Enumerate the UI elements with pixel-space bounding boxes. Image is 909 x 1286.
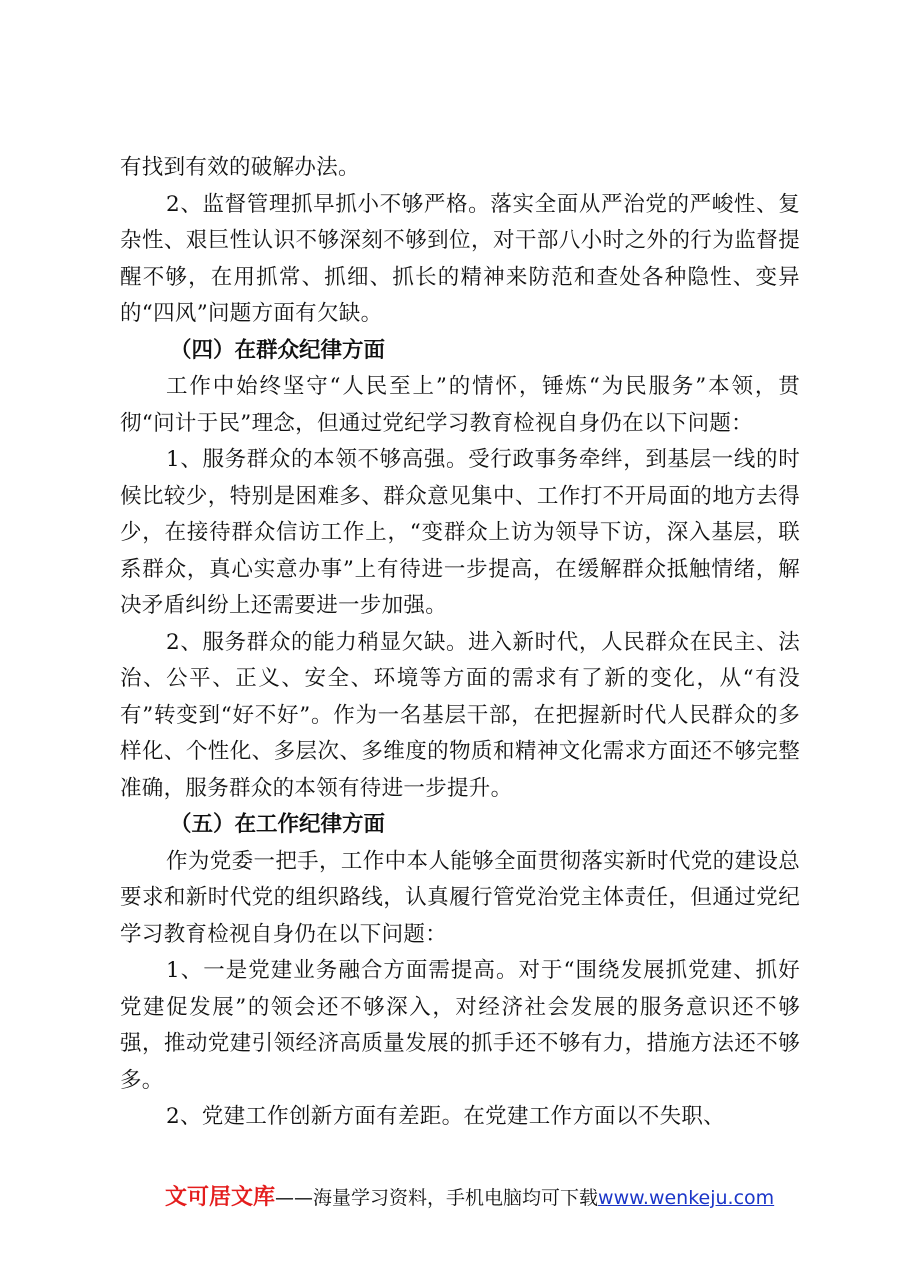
paragraph-party-integration: 1、一是党建业务融合方面需提高。对于“围绕发展抓党建、抓好党建促发展”的领会还不够深入，对经济社会发展的服务意识还不够强，推动党建引领经济高质量发展的抓手还不够有力，措施方法还不够多。: [120, 958, 800, 1093]
footer-slogan: ——海量学习资料，手机电脑均可下载: [275, 1187, 599, 1209]
document-body: [120, 150, 800, 1136]
paragraph-mass-intro: 工作中始终坚守“人民至上”的情怀，锤炼“为民服务”本领，贯彻“问计于民”理念，但通过党纪学习教育检视自身仍在以下问题：: [120, 374, 800, 436]
paragraph-work-intro: 作为党委一把手，工作中本人能够全面贯彻落实新时代党的建设总要求和新时代党的组织路线，认真履行管党治党主体责任，但通过党纪学习教育检视自身仍在以下问题：: [120, 848, 800, 947]
section-heading-work-discipline: （五）在工作纪律方面: [170, 812, 386, 837]
footer-url-link[interactable]: www.wenkeju.com: [598, 1187, 775, 1209]
paragraph-party-innovation: 2、党建工作创新方面有差距。在党建工作方面以不失职、: [166, 1104, 725, 1129]
paragraph-supervision: 2、监督管理抓早抓小不够严格。落实全面从严治党的严峻性、复杂性、艰巨性认识不够深刻不够到位，对干部八小时之外的行为监督提醒不够，在用抓常、抓细、抓长的精神来防范和查处各种隐性、变异的“四风”问题方面有欠缺。: [120, 191, 800, 326]
section-heading-mass-discipline: （四）在群众纪律方面: [170, 337, 386, 363]
paragraph-service-capacity: 2、服务群众的能力稍显欠缺。进入新时代，人民群众在民主、法治、公平、正义、安全、环境等方面的需求有了新的变化，从“有没有”转变到“好不好”。作为一名基层干部，在把握新时代人民群众的多样化、个性化、多层次、多维度的物质和精神文化需求方面还不够完整准确，服务群众的本领有待进一步提升。: [120, 629, 800, 801]
footer-banner: [165, 1180, 805, 1211]
paragraph-continuation: 有找到有效的破解办法。: [120, 155, 360, 180]
footer-brand: 文可居文库: [165, 1185, 276, 1210]
paragraph-service-ability: 1、服务群众的本领不够高强。受行政事务牵绊，到基层一线的时候比较少，特别是困难多、群众意见集中、工作打不开局面的地方去得少，在接待群众信访工作上，“变群众上访为领导下访，深入基层，联系群众，真心实意办事”上有待进一步提高，在缓解群众抵触情绪，解决矛盾纠纷上还需要进一步加强。: [120, 447, 800, 618]
